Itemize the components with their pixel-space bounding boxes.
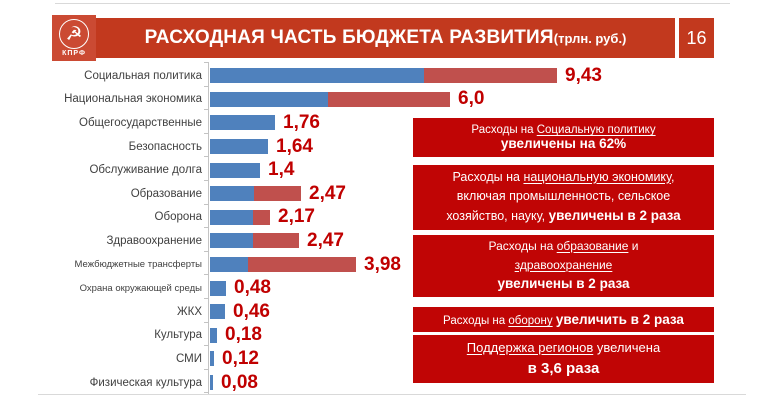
callout-line: включая промышленность, сельское <box>456 189 671 204</box>
bar-value: 0,48 <box>234 277 271 299</box>
axis-tick <box>204 86 208 87</box>
bar-value: 1,4 <box>268 159 295 181</box>
bar <box>210 115 275 130</box>
callout-line: в 3,6 раза <box>527 359 600 377</box>
chart-row <box>0 371 412 395</box>
axis-tick <box>204 133 208 134</box>
units-label: (трлн. руб.) <box>553 30 627 46</box>
bar <box>210 92 450 107</box>
callout-box-social-policy <box>413 118 714 157</box>
bar-segment-increase <box>253 233 299 248</box>
bar <box>210 304 225 319</box>
callout-box-defense <box>413 307 714 332</box>
axis-tick <box>204 322 208 323</box>
chart-row <box>0 206 412 230</box>
bar-segment-base <box>210 68 424 83</box>
category-label: Обслуживание долга <box>89 164 202 177</box>
bar-segment-base <box>210 92 328 107</box>
callout-line: увеличены в 2 раза <box>497 276 630 292</box>
callout-line: хозяйство, науку, увеличены в 2 раза <box>446 208 681 224</box>
bar-segment-base <box>210 281 226 296</box>
bar <box>210 210 270 225</box>
bar-segment-base <box>210 375 213 390</box>
category-label: Охрана окружающей среды <box>79 282 202 294</box>
chart-row <box>0 88 485 112</box>
callout-line: Расходы на образование и <box>488 238 639 253</box>
bar-value: 2,47 <box>307 229 344 251</box>
bar-segment-increase <box>248 257 356 272</box>
bar-segment-base <box>210 115 275 130</box>
category-label: Национальная экономика <box>64 93 202 106</box>
axis-tick <box>204 345 208 346</box>
axis-tick <box>204 298 208 299</box>
callout-box-national-economy <box>413 165 714 230</box>
callout-line: Расходы на Социальную политику <box>471 124 656 136</box>
bar-segment-base <box>210 351 214 366</box>
axis-tick <box>204 62 208 63</box>
chart-row <box>0 253 412 277</box>
bar-segment-base <box>210 163 260 178</box>
category-label: Физическая культура <box>89 376 202 389</box>
bar-segment-base <box>210 233 253 248</box>
chart-row <box>0 135 412 159</box>
callout-box-education-health <box>413 235 714 297</box>
bar-segment-base <box>210 257 248 272</box>
axis-tick <box>204 156 208 157</box>
chart-row <box>0 300 412 324</box>
bar <box>210 68 557 83</box>
chart-row <box>0 182 412 206</box>
bar-value: 2,17 <box>278 206 315 228</box>
bar <box>210 233 299 248</box>
bar-segment-increase <box>328 92 450 107</box>
bar-value: 9,43 <box>565 64 602 86</box>
chart-row <box>0 347 412 371</box>
bar <box>210 375 213 390</box>
bar-value: 6,0 <box>458 88 485 110</box>
slide-number-badge <box>679 18 714 58</box>
category-label: Общегосударственные <box>79 116 202 129</box>
slide-number: 16 <box>686 27 707 48</box>
chart-row <box>0 111 412 135</box>
axis-tick <box>204 227 208 228</box>
bar <box>210 163 260 178</box>
bar <box>210 281 226 296</box>
bar-segment-base <box>210 139 268 154</box>
category-label: СМИ <box>175 352 202 365</box>
bar-value: 1,76 <box>283 111 320 133</box>
chart-row <box>0 324 412 348</box>
callout-line: здравоохранение <box>514 257 613 272</box>
axis-tick <box>204 251 208 252</box>
bar-segment-increase <box>253 210 270 225</box>
axis-tick <box>204 180 208 181</box>
chart-row <box>0 276 412 300</box>
category-label: Безопасность <box>128 140 202 153</box>
category-label: Социальная политика <box>84 69 202 82</box>
bar-segment-increase <box>424 68 557 83</box>
page-title: РАСХОДНАЯ ЧАСТЬ БЮДЖЕТА РАЗВИТИЯ <box>144 27 554 48</box>
chart-row <box>0 64 602 88</box>
bar-value: 0,12 <box>222 347 259 369</box>
chart-row <box>0 229 412 253</box>
bar <box>210 186 301 201</box>
bar <box>210 139 268 154</box>
axis-tick <box>204 392 208 393</box>
bar <box>210 351 214 366</box>
callout-line: Поддержка регионов увеличена <box>466 340 661 355</box>
category-label: ЖКХ <box>177 305 202 318</box>
callout-line: Расходы на национальную экономику, <box>452 169 675 184</box>
bar-value: 0,46 <box>233 300 270 322</box>
axis-tick <box>204 369 208 370</box>
bar-segment-base <box>210 328 217 343</box>
bar-value: 0,18 <box>225 324 262 346</box>
bottom-border-line <box>38 394 746 395</box>
category-label: Здравоохранение <box>106 234 202 247</box>
callout-line: увеличены на 62% <box>500 136 627 151</box>
category-label: Оборона <box>154 211 202 224</box>
bar-value: 1,64 <box>276 135 313 157</box>
axis-tick <box>204 204 208 205</box>
bar-value: 2,47 <box>309 182 346 204</box>
bar <box>210 257 356 272</box>
axis-tick <box>204 109 208 110</box>
bar-segment-base <box>210 210 253 225</box>
hammer-sickle-icon: ☭ <box>59 19 89 49</box>
category-label: Межбюджетные трансферты <box>74 259 202 271</box>
header-banner <box>96 18 675 58</box>
bar-value: 3,98 <box>364 253 401 275</box>
bar-segment-increase <box>254 186 301 201</box>
bar-value: 0,08 <box>221 371 258 393</box>
category-label: Образование <box>130 187 202 200</box>
kprf-logo <box>52 15 96 61</box>
kprf-logo-text: КПРФ <box>62 50 86 57</box>
top-border-line <box>55 3 730 4</box>
axis-tick <box>204 274 208 275</box>
category-label: Культура <box>154 329 202 342</box>
callout-line: Расходы на оборону увеличить в 2 раза <box>443 312 684 327</box>
bar-segment-base <box>210 304 225 319</box>
bar <box>210 328 217 343</box>
bar-segment-base <box>210 186 254 201</box>
callout-box-regions <box>413 335 714 383</box>
chart-row <box>0 158 412 182</box>
